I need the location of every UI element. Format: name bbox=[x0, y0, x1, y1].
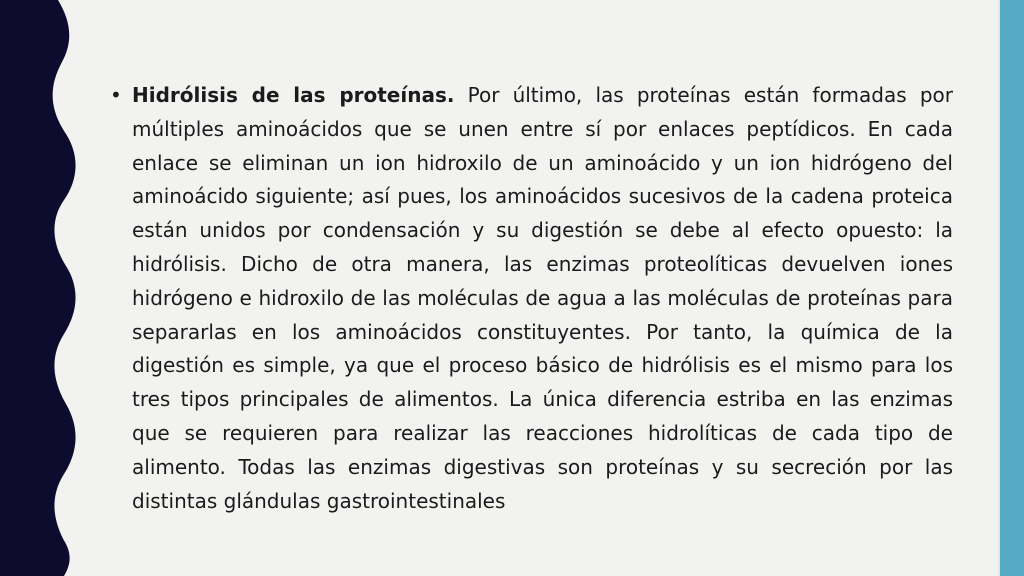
slide-content bbox=[110, 79, 953, 518]
bullet-marker: • bbox=[110, 83, 122, 107]
wave-shape bbox=[0, 0, 76, 576]
bullet-body: Por último, las proteínas están formadas por múltiples aminoácidos que se unen entre sí por enlaces peptídicos. En cada enlace se eliminan un ion hidroxilo de un aminoácido y un ion hidrógeno del aminoácido siguiente; así pues, los aminoácidos sucesivos de la cadena proteica están unidos por condensación y su digestión se debe al efecto opuesto: la hidrólisis. Dicho de otra manera, las enzimas proteolíticas devuelven iones hidrógeno e hidroxilo de las moléculas de agua a las moléculas de proteínas para separarlas en los aminoácidos constituyentes. Por tanto, la química de la digestión es simple, ya que el proceso básico de hidrólisis es el mismo para los tres tipos principales de alimentos. La única diferencia estriba en las enzimas que se requieren para realizar las reacciones hidrolíticas de cada tipo de alimento. Todas las enzimas digestivas son proteínas y su secreción por las distintas glándulas gastrointestinales bbox=[132, 83, 953, 513]
bullet-item bbox=[110, 79, 953, 518]
right-accent-band bbox=[1000, 0, 1024, 576]
left-wave-band bbox=[0, 0, 90, 576]
bullet-heading: Hidrólisis de las proteínas. bbox=[132, 83, 455, 107]
bullet-paragraph bbox=[132, 79, 953, 518]
